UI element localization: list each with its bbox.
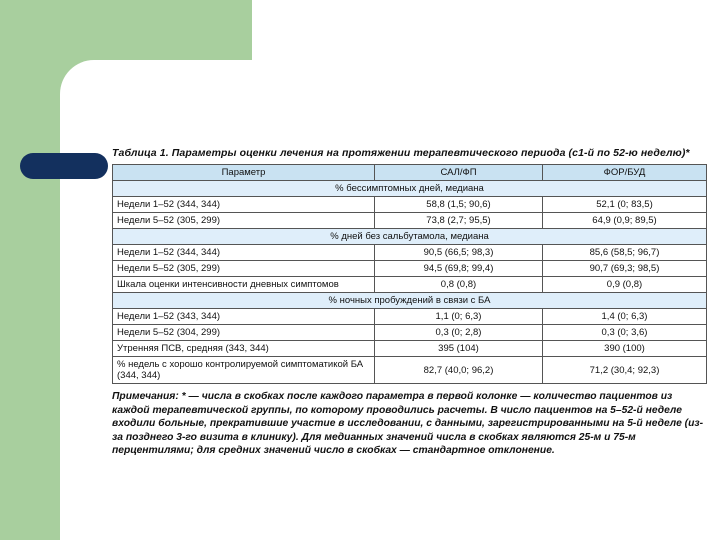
sal-fp-cell: 0,8 (0,8) — [375, 277, 543, 293]
table-row — [113, 197, 707, 213]
table-row — [113, 309, 707, 325]
for-bud-cell: 390 (100) — [543, 341, 707, 357]
table-row — [113, 325, 707, 341]
for-bud-cell: 1,4 (0; 6,3) — [543, 309, 707, 325]
parameter-cell: Недели 1–52 (344, 344) — [113, 197, 375, 213]
for-bud-cell: 64,9 (0,9; 89,5) — [543, 213, 707, 229]
header-for-bud: ФОР/БУД — [543, 165, 707, 181]
section-row — [113, 181, 707, 197]
section-heading: % дней без сальбутамола, медиана — [113, 229, 707, 245]
sal-fp-cell: 58,8 (1,5; 90,6) — [375, 197, 543, 213]
parameter-cell: Недели 5–52 (305, 299) — [113, 213, 375, 229]
table-row — [113, 213, 707, 229]
sal-fp-cell: 0,3 (0; 2,8) — [375, 325, 543, 341]
for-bud-cell: 0,3 (0; 3,6) — [543, 325, 707, 341]
document-figure — [110, 146, 720, 458]
parameter-cell: Шкала оценки интенсивности дневных симптомов — [113, 277, 375, 293]
header-parameter: Параметр — [113, 165, 375, 181]
for-bud-cell: 71,2 (30,4; 92,3) — [543, 357, 707, 384]
parameter-cell: Недели 1–52 (344, 344) — [113, 245, 375, 261]
section-row — [113, 229, 707, 245]
table-row — [113, 357, 707, 384]
sal-fp-cell: 82,7 (40,0; 96,2) — [375, 357, 543, 384]
sal-fp-cell: 395 (104) — [375, 341, 543, 357]
section-row — [113, 293, 707, 309]
parameter-cell: Недели 5–52 (304, 299) — [113, 325, 375, 341]
parameter-cell: Утренняя ПСВ, средняя (343, 344) — [113, 341, 375, 357]
sal-fp-cell: 1,1 (0; 6,3) — [375, 309, 543, 325]
parameter-cell: % недель с хорошо контролируемой симптоматикой БА (344, 344) — [113, 357, 375, 384]
for-bud-cell: 85,6 (58,5; 96,7) — [543, 245, 707, 261]
table-row — [113, 261, 707, 277]
for-bud-cell: 90,7 (69,3; 98,5) — [543, 261, 707, 277]
table-note: Примечания: * — числа в скобках после каждого параметра в первой колонке — количество пациентов из каждой терапевтической группы, по которому проводились расчеты. В число пациентов на 5–52-й неделе входили больные, прекратившие участие в исследовании, с данными, зарегистрированными на 5-й неделе (из-за позднего 3-го визита в клинику). Для медианных значений числа в скобках являются 25-м и 75-м перцентилями; для средних значений число в скобках — стандартное отклонение. — [112, 391, 704, 456]
section-heading: % бессимптомных дней, медиана — [113, 181, 707, 197]
table-header-row — [113, 165, 707, 181]
blue-pill-decoration — [20, 153, 108, 179]
sal-fp-cell: 73,8 (2,7; 95,5) — [375, 213, 543, 229]
table-row — [113, 245, 707, 261]
sal-fp-cell: 94,5 (69,8; 99,4) — [375, 261, 543, 277]
table-row — [113, 277, 707, 293]
for-bud-cell: 0,9 (0,8) — [543, 277, 707, 293]
sal-fp-cell: 90,5 (66,5; 98,3) — [375, 245, 543, 261]
header-sal-fp: САЛ/ФП — [375, 165, 543, 181]
parameter-cell: Недели 1–52 (343, 344) — [113, 309, 375, 325]
section-heading: % ночных пробуждений в связи с БА — [113, 293, 707, 309]
table-title: Таблица 1. Параметры оценки лечения на протяжении терапевтического периода (с1-й по 52-ю неделю)* — [112, 147, 690, 159]
for-bud-cell: 52,1 (0; 83,5) — [543, 197, 707, 213]
parameter-cell: Недели 5–52 (305, 299) — [113, 261, 375, 277]
results-table — [112, 164, 707, 384]
table-row — [113, 341, 707, 357]
